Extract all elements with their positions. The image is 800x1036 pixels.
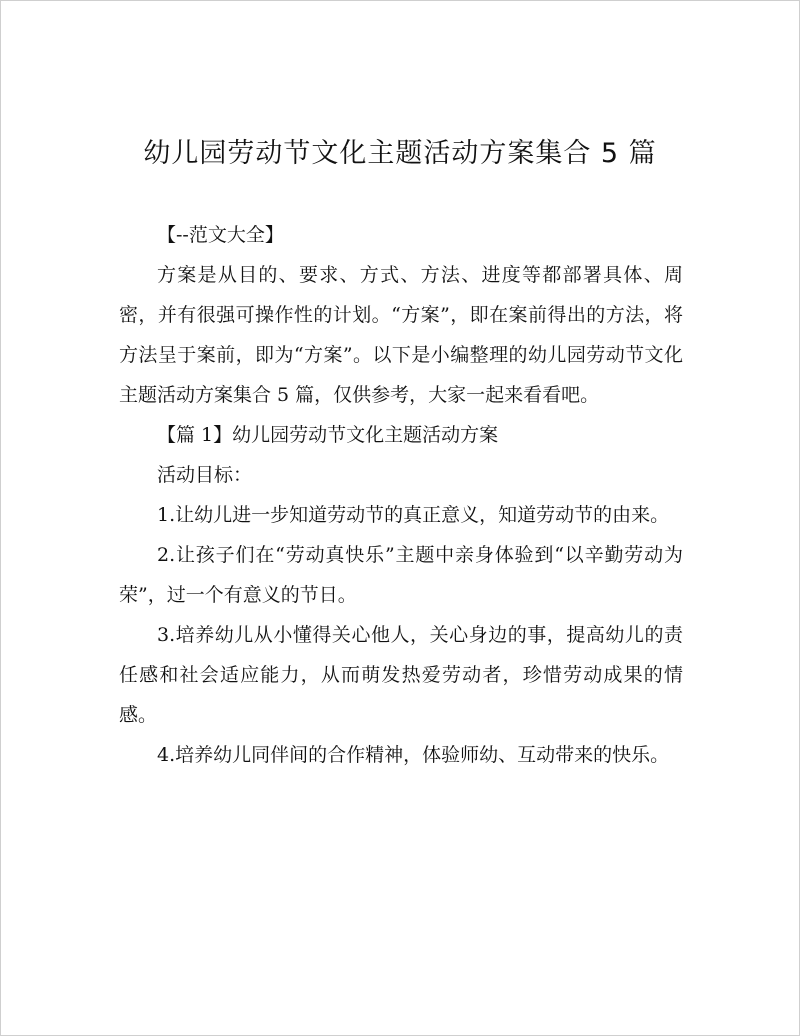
document-body bbox=[119, 215, 683, 775]
goal-item: 1.让幼儿进一步知道劳动节的真正意义，知道劳动节的由来。 bbox=[157, 504, 670, 526]
document-title: 幼儿园劳动节文化主题活动方案集合 5 篇 bbox=[143, 138, 657, 169]
section-heading: 【篇 1】幼儿园劳动节文化主题活动方案 bbox=[157, 424, 499, 446]
intro-paragraph: 方案是从目的、要求、方式、方法、进度等都部署具体、周密，并有很强可操作性的计划。“方案”，即在案前得出的方法，将方法呈于案前，即为“方案”。以下是小编整理的幼儿园劳动节文化主题活动方案集合 5 篇，仅供参考，大家一起来看看吧。 bbox=[119, 264, 683, 406]
goal-item: 2.让孩子们在“劳动真快乐”主题中亲身体验到“以辛勤劳动为荣”，过一个有意义的节日。 bbox=[119, 544, 683, 606]
goal-item: 3.培养幼儿从小懂得关心他人，关心身边的事，提高幼儿的责任感和社会适应能力，从而萌发热爱劳动者，珍惜劳动成果的情感。 bbox=[119, 624, 683, 726]
source-tag: 【--范文大全】 bbox=[157, 224, 284, 246]
goals-heading: 活动目标： bbox=[157, 464, 253, 486]
goal-item: 4.培养幼儿同伴间的合作精神，体验师幼、互动带来的快乐。 bbox=[157, 744, 670, 766]
